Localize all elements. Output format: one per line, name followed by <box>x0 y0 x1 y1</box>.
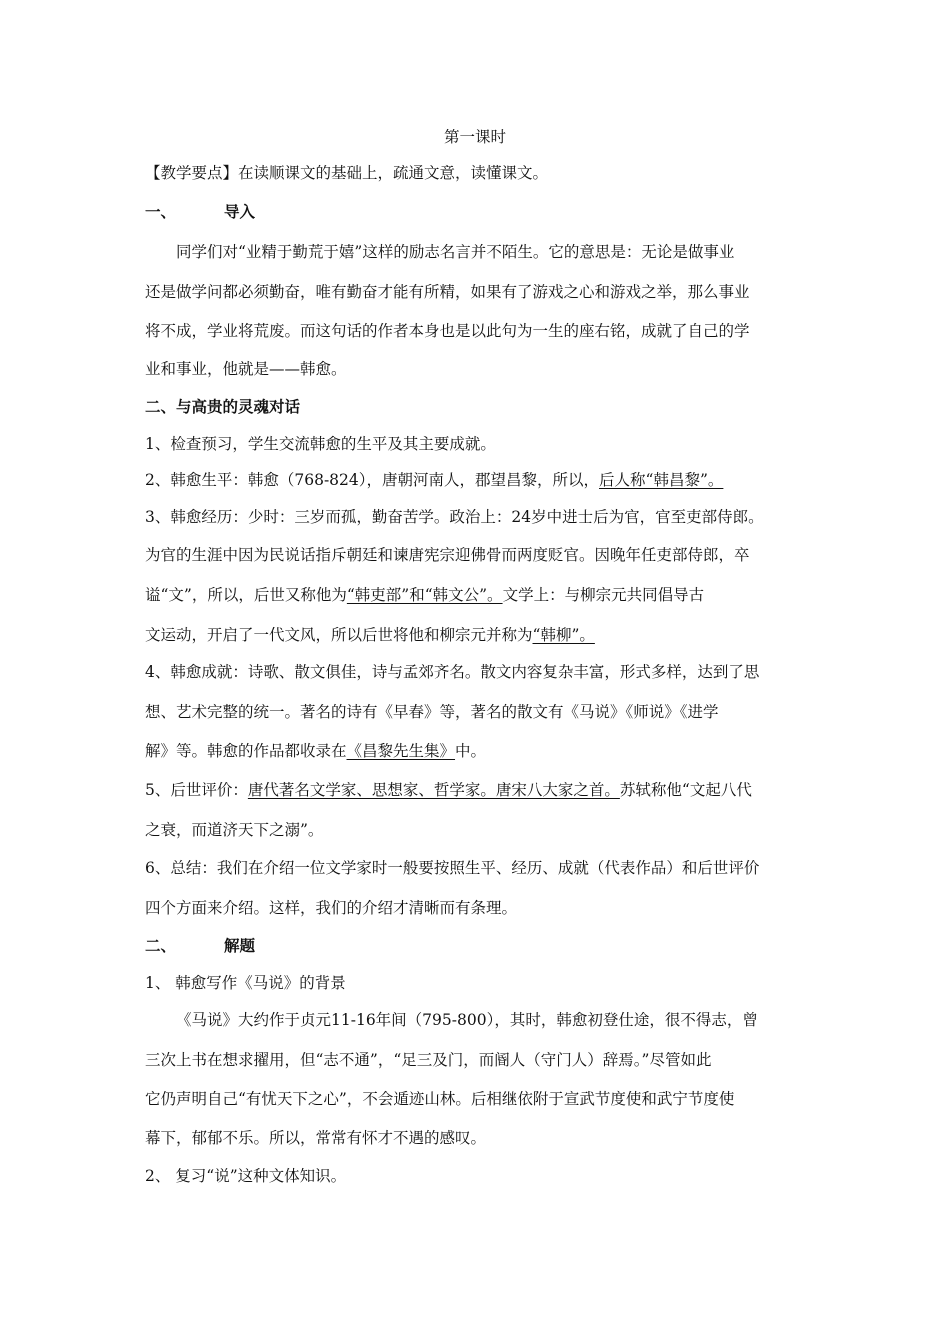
section-heading-dialogue: 二、与高贵的灵魂对话 <box>145 397 301 416</box>
list-item: 1、 韩愈写作《马说》的背景 <box>145 974 346 992</box>
paragraph-line: 为官的生涯中因为民说话指斥朝廷和谏唐宪宗迎佛骨而两度贬官。因晚年任吏部侍郎，卒 <box>145 546 750 564</box>
list-item: 6、总结：我们在介绍一位文学家时一般要按照生平、经历、成就（代表作品）和后世评价 <box>145 859 760 877</box>
list-item: 2、 复习“说”这种文体知识。 <box>145 1167 347 1185</box>
section-heading-title-analysis <box>145 936 255 956</box>
paragraph-line <box>145 625 595 645</box>
paragraph-line: 想、艺术完整的统一。著名的诗有《早春》等，著名的散文有《马说》《师说》《进学 <box>145 703 719 721</box>
paragraph-line: 还是做学问都必须勤奋，唯有勤奋才能有所精，如果有了游戏之心和游戏之举，那么事业 <box>145 283 750 301</box>
underlined-text: 后人称“韩昌黎”。 <box>599 471 724 489</box>
paragraph-line: 业和事业，他就是——韩愈。 <box>145 360 347 378</box>
key-points: 【教学要点】在读顺课文的基础上，疏通文意，读懂课文。 <box>145 164 549 182</box>
underlined-text: “韩吏部”和“韩文公”。 <box>346 586 503 604</box>
list-item <box>145 470 723 490</box>
list-item-text: 2、韩愈生平：韩愈（768-824），唐朝河南人，郡望昌黎，所以， <box>145 471 600 489</box>
paragraph-line: 四个方面来介绍。这样，我们的介绍才清晰而有条理。 <box>145 899 518 917</box>
paragraph-line <box>145 585 704 605</box>
paragraph-line: 将不成，学业将荒废。而这句话的作者本身也是以此句为一生的座右铭，成就了自己的学 <box>145 322 750 340</box>
underlined-text: 唐代著名文学家、思想家、哲学家。唐宋八大家之首。 <box>247 781 620 799</box>
section-heading-intro <box>145 202 255 222</box>
list-item: 1、检查预习，学生交流韩愈的生平及其主要成就。 <box>145 435 496 453</box>
section-title: 导入 <box>224 202 256 221</box>
text-span: 谥“文”，所以，后世又称他为 <box>145 586 347 604</box>
paragraph-line: 同学们对“业精于勤荒于嬉”这样的励志名言并不陌生。它的意思是：无论是做事业 <box>176 243 735 261</box>
list-item: 3、韩愈经历：少时：三岁而孤，勤奋苦学。政治上：24岁中进士后为官，官至吏部侍郎。 <box>145 508 764 526</box>
text-span: 文学上：与柳宗元共同倡导古 <box>502 586 705 604</box>
list-item <box>145 780 752 800</box>
text-span: 5、后世评价： <box>145 781 248 799</box>
paragraph-line: 三次上书在想求擢用，但“志不通”，“足三及门，而阍人（守门人）辞焉。”尽管如此 <box>145 1051 712 1069</box>
lesson-title: 第一课时 <box>443 128 506 146</box>
paragraph-line: 《马说》大约作于贞元11-16年间（795-800），其时，韩愈初登仕途，很不得志，曾 <box>176 1011 758 1029</box>
paragraph-line <box>145 741 486 761</box>
text-span: 苏轼称他“文起八代 <box>619 781 752 799</box>
underlined-text: 《昌黎先生集》 <box>346 742 456 760</box>
underlined-text: “韩柳”。 <box>532 626 595 644</box>
paragraph-line: 幕下，郁郁不乐。所以，常常有怀才不遇的感叹。 <box>145 1129 487 1147</box>
paragraph-line: 它仍声明自己“有忧天下之心”，不会遁迹山林。后相继依附于宣武节度使和武宁节度使 <box>145 1090 735 1108</box>
section-number: 一、 <box>145 202 177 221</box>
text-span: 文运动，开启了一代文风，所以后世将他和柳宗元并称为 <box>145 626 533 644</box>
paragraph-line: 之衰，而道济天下之溺”。 <box>145 821 324 839</box>
list-item: 4、韩愈成就：诗歌、散文俱佳，诗与孟郊齐名。散文内容复杂丰富，形式多样，达到了思 <box>145 663 760 681</box>
section-title: 解题 <box>224 936 256 955</box>
section-number: 二、 <box>145 936 177 955</box>
text-span: 中。 <box>455 742 487 760</box>
text-span: 解》等。韩愈的作品都收录在 <box>145 742 347 760</box>
